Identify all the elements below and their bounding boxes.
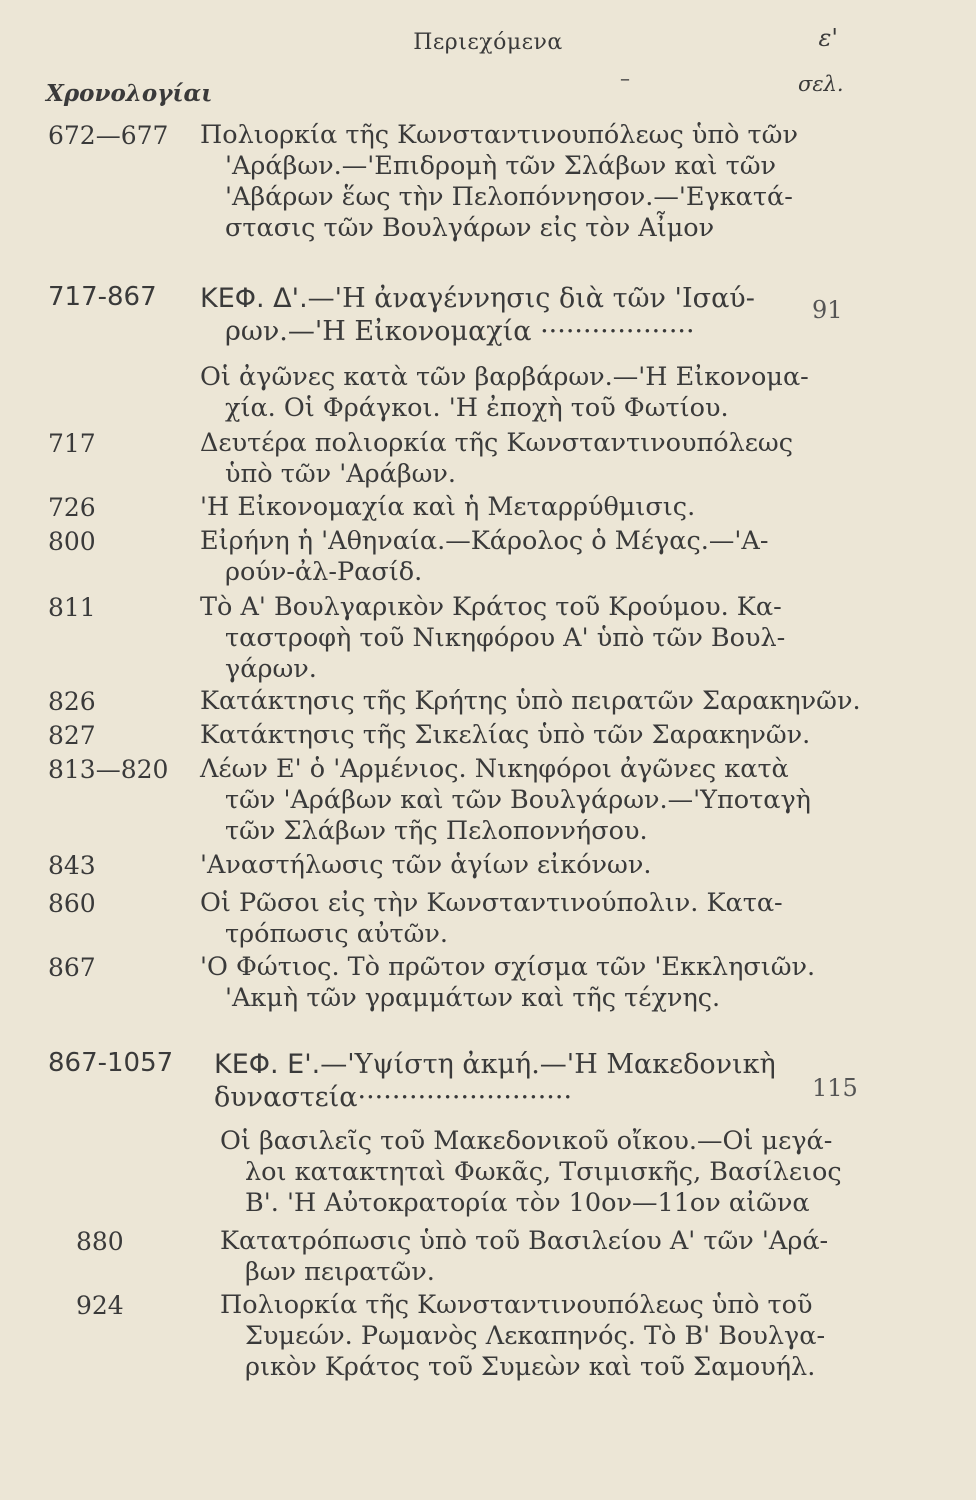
entry-line: ὑπὸ τῶν 'Αράβων. bbox=[225, 459, 457, 489]
entry-line: 'Αναστήλωσις τῶν ἁγίων εἰκόνων. bbox=[200, 850, 652, 880]
chapter-title: —'Η ἀναγέννησις διὰ τῶν 'Ισαύ- bbox=[307, 283, 755, 314]
entry-date: 813—820 bbox=[48, 755, 169, 784]
summary-line: Οἱ ἀγῶνες κατὰ τῶν βαρβάρων.—'Η Εἰκονομα- bbox=[200, 362, 809, 392]
chapter-line: ρων.—'Η Εἰκονομαχία ·················· bbox=[225, 316, 695, 347]
chronology-column-label: Χρονολογίαι bbox=[46, 80, 213, 107]
entry-line: Δευτέρα πολιορκία τῆς Κωνσταντινουπόλεως bbox=[200, 428, 794, 458]
chapter-number: ΚΕΦ. Δ'. bbox=[200, 283, 308, 314]
entry-date: 800 bbox=[48, 527, 96, 556]
entry-line: τρόπωσις αὐτῶν. bbox=[225, 919, 449, 949]
entry-line: Κατατρόπωσις ὑπὸ τοῦ Βασιλείου Α' τῶν 'Αρά- bbox=[220, 1226, 829, 1256]
entry-text bbox=[200, 720, 810, 751]
entry-text bbox=[200, 952, 816, 1014]
entry-date: 843 bbox=[48, 851, 96, 880]
entry-line: Εἰρήνη ἡ 'Αθηναία.—Κάρολος ὁ Μέγας.—'Α- bbox=[200, 526, 769, 556]
chapter-date-range: 867-1057 bbox=[48, 1048, 174, 1078]
entry-text bbox=[200, 686, 861, 717]
entry-date: 672—677 bbox=[48, 121, 169, 150]
running-header: Περιεχόμενα bbox=[413, 30, 563, 55]
entry-line: 'Ο Φώτιος. Τὸ πρῶτον σχίσμα τῶν 'Εκκλησιῶν. bbox=[200, 952, 816, 982]
entry-date: 880 bbox=[76, 1227, 124, 1256]
chapter-line: δυναστεία························· bbox=[214, 1082, 573, 1113]
entry-line: 'Η Εἰκονομαχία καὶ ἡ Μεταρρύθμισις. bbox=[200, 492, 696, 522]
entry-line: ταστροφὴ τοῦ Νικηφόρου Α' ὑπὸ τῶν Βουλ- bbox=[225, 623, 786, 653]
summary-text bbox=[220, 1126, 842, 1219]
entry-line: Πολιορκία τῆς Κωνσταντινουπόλεως ὑπὸ τοῦ bbox=[220, 1290, 813, 1320]
entry-line: Κατάκτησις τῆς Σικελίας ὑπὸ τῶν Σαρακηνῶν. bbox=[200, 720, 811, 750]
entry-text bbox=[200, 526, 810, 588]
entry-text bbox=[200, 754, 810, 847]
entry-line: τῶν Σλάβων τῆς Πελοποννήσου. bbox=[225, 816, 648, 846]
entry-text bbox=[200, 120, 810, 244]
entry-line: 'Ακμὴ τῶν γραμμάτων καὶ τῆς τέχνης. bbox=[225, 983, 721, 1013]
chapter-line bbox=[214, 1048, 824, 1081]
chapter-page-number: 115 bbox=[812, 1074, 858, 1102]
entry-date: 827 bbox=[48, 721, 96, 750]
small-dash: – bbox=[620, 66, 630, 90]
chapter-page-number: 91 bbox=[812, 296, 843, 324]
entry-line: Συμεών. Ρωμανὸς Λεκαπηνός. Τὸ Β' Βουλγα- bbox=[245, 1321, 826, 1351]
entry-date: 867 bbox=[48, 953, 96, 982]
entry-line: ρικὸν Κράτος τοῦ Συμεὼν καὶ τοῦ Σαμουήλ. bbox=[245, 1352, 816, 1382]
entry-line: Πολιορκία τῆς Κωνσταντινουπόλεως ὑπὸ τῶν bbox=[200, 120, 798, 150]
page-folio: ε' bbox=[818, 24, 838, 52]
entry-text bbox=[200, 428, 810, 490]
entry-text bbox=[200, 592, 810, 685]
entry-date: 717 bbox=[48, 429, 96, 458]
summary-line: Β'. 'Η Αὐτοκρατορία τὸν 10ον—11ον αἰῶνα bbox=[245, 1188, 810, 1218]
entry-date: 826 bbox=[48, 687, 96, 716]
chapter-number: ΚΕΦ. Ε'. bbox=[214, 1049, 321, 1080]
chapter-date-range: 717-867 bbox=[48, 282, 157, 312]
chapter-text bbox=[214, 1048, 824, 1114]
entry-text bbox=[200, 850, 810, 881]
entry-line: γάρων. bbox=[225, 654, 317, 684]
entry-date: 924 bbox=[76, 1291, 124, 1320]
page-column-label: σελ. bbox=[798, 72, 844, 96]
entry-line: 'Αράβων.—'Επιδρομὴ τῶν Σλάβων καὶ τῶν bbox=[225, 151, 777, 181]
entry-text bbox=[200, 888, 810, 950]
entry-date: 860 bbox=[48, 889, 96, 918]
entry-line: ρούν-ἀλ-Ρασίδ. bbox=[225, 557, 423, 587]
entry-line: στασις τῶν Βουλγάρων εἰς τὸν Αἶμον bbox=[225, 213, 715, 243]
summary-line: Οἱ βασιλεῖς τοῦ Μακεδονικοῦ οἴκου.—Οἱ μεγά- bbox=[220, 1126, 833, 1156]
entry-line: 'Αβάρων ἕως τὴν Πελοπόννησον.—'Εγκατά- bbox=[225, 182, 793, 212]
entry-line: τῶν 'Αράβων καὶ τῶν Βουλγάρων.—'Υποταγὴ bbox=[225, 785, 811, 815]
entry-text bbox=[220, 1290, 830, 1383]
entry-date: 726 bbox=[48, 493, 96, 522]
entry-text bbox=[220, 1226, 830, 1288]
entry-line: Κατάκτησις τῆς Κρήτης ὑπὸ πειρατῶν Σαρακηνῶν. bbox=[200, 686, 861, 716]
entry-date: 811 bbox=[48, 593, 96, 622]
chapter-text bbox=[200, 282, 810, 348]
entry-line: Λέων Ε' ὁ 'Αρμένιος. Νικηφόροι ἀγῶνες κατὰ bbox=[200, 754, 789, 784]
chapter-title: —'Υψίστη ἀκμή.—'Η Μακεδονικὴ bbox=[320, 1049, 776, 1080]
chapter-line bbox=[200, 282, 810, 315]
entry-text bbox=[200, 492, 810, 523]
entry-line: Τὸ Α' Βουλγαρικὸν Κράτος τοῦ Κρούμου. Κα- bbox=[200, 592, 782, 622]
entry-line: βων πειρατῶν. bbox=[245, 1257, 435, 1287]
summary-line: χία. Οἱ Φράγκοι. 'Η ἐποχὴ τοῦ Φωτίου. bbox=[225, 393, 729, 423]
summary-line: λοι κατακτηταὶ Φωκᾶς, Τσιμισκῆς, Βασίλειος bbox=[245, 1157, 842, 1187]
entry-line: Οἱ Ρῶσοι εἰς τὴν Κωνσταντινούπολιν. Κατα- bbox=[200, 888, 783, 918]
summary-text bbox=[200, 362, 810, 424]
